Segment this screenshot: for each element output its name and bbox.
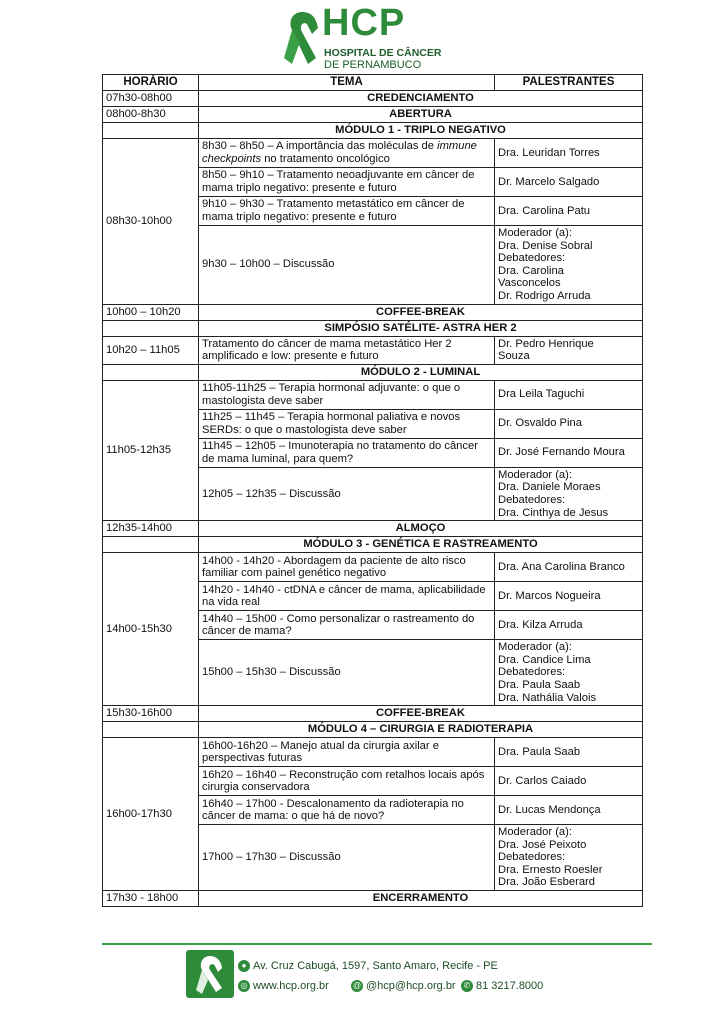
- speaker-cell: [495, 738, 643, 767]
- logo-line-2: DE PERNAMBUCO: [324, 59, 422, 71]
- topic-cell: 11h05-11h25 – Terapia hormonal adjuvante: o que o mastologista deve saber: [199, 380, 495, 409]
- topic-cell: 14h20 - 14h40 - ctDNA e câncer de mama, aplicabilidade na vida real: [199, 582, 495, 611]
- speaker-cell: [495, 409, 643, 438]
- time-cell: 10h20 – 11h05: [103, 336, 199, 364]
- speaker-cell: [495, 767, 643, 796]
- topic-cell: 16h20 – 16h40 – Reconstrução com retalhos locais após cirurgia conservadora: [199, 767, 495, 796]
- module-row: [103, 364, 643, 380]
- schedule-body: [103, 91, 643, 907]
- table-row: [103, 521, 643, 537]
- column-header-time: HORÁRIO: [103, 75, 199, 91]
- speaker-name: Dra Leila Taguchi: [498, 388, 585, 401]
- phone-icon: ✆: [461, 980, 473, 992]
- speaker-name: Dr. Marcos Nogueira: [498, 589, 601, 602]
- table-row: [103, 139, 643, 168]
- speaker-cell: [495, 380, 643, 409]
- footer-divider: [102, 943, 652, 945]
- speaker-line: Debatedores:: [498, 851, 566, 864]
- footer-logo: [186, 950, 234, 998]
- speaker-cell: [495, 640, 643, 706]
- topic-emphasis: immune checkpoints: [202, 140, 477, 165]
- speaker-line: Dra. Paula Saab: [498, 678, 581, 691]
- speaker-line: Dra. José Peixoto: [498, 838, 587, 851]
- speaker-name: Dra. Carolina Patu: [498, 204, 591, 217]
- module-row: [103, 537, 643, 553]
- topic-cell: 14h00 - 14h20 - Abordagem da paciente de alto risco familiar com painel genético negativo: [199, 553, 495, 582]
- speaker-line: Vasconcelos: [498, 277, 561, 290]
- speaker-line: Debatedores:: [498, 493, 566, 506]
- speaker-name: Dr. Pedro Henrique: [498, 337, 594, 350]
- speaker-cell: [495, 438, 643, 467]
- session-title: ALMOÇO: [199, 521, 643, 537]
- time-cell: 17h30 - 18h00: [103, 891, 199, 907]
- module-row: [103, 123, 643, 139]
- topic-cell: 14h40 – 15h00 - Como personalizar o rastreamento do câncer de mama?: [199, 611, 495, 640]
- topic-text: 8h30 – 8h50 – A importância das moléculas de: [202, 140, 438, 153]
- column-header-topic: TEMA: [199, 75, 495, 91]
- speaker-name: Dr. Carlos Caiado: [498, 774, 587, 787]
- speaker-cell: [495, 139, 643, 168]
- topic-cell: 8h50 – 9h10 – Tratamento neoadjuvante em câncer de mama triplo negativo: presente e futuro: [199, 168, 495, 197]
- module-title: MÓDULO 1 - TRIPLO NEGATIVO: [199, 123, 643, 139]
- speaker-name: Dr. Lucas Mendonça: [498, 803, 601, 816]
- speaker-cell: [495, 825, 643, 891]
- speaker-line: Dra. Daniele Moraes: [498, 481, 601, 494]
- empty-time-cell: [103, 123, 199, 139]
- speaker-cell: [495, 467, 643, 520]
- ribbon-icon: [282, 8, 322, 68]
- time-cell: 07h30-08h00: [103, 91, 199, 107]
- topic-cell: 15h00 – 15h30 – Discussão: [199, 640, 495, 706]
- module-title: MÓDULO 2 - LUMINAL: [199, 364, 643, 380]
- topic-cell: 12h05 – 12h35 – Discussão: [199, 467, 495, 520]
- speaker-cell: [495, 197, 643, 226]
- table-row: [103, 304, 643, 320]
- module-row: [103, 722, 643, 738]
- time-cell: 14h00-15h30: [103, 553, 199, 706]
- speaker-cell: [495, 553, 643, 582]
- module-row: [103, 320, 643, 336]
- empty-time-cell: [103, 537, 199, 553]
- speaker-line: Dra. Ernesto Roesler: [498, 863, 603, 876]
- empty-time-cell: [103, 722, 199, 738]
- speaker-name: Souza: [498, 350, 530, 363]
- globe-icon: ◎: [238, 980, 250, 992]
- footer-phone[interactable]: ✆ 81 3217.8000: [461, 980, 543, 992]
- table-row: [103, 738, 643, 767]
- speaker-line: Dra. Carolina: [498, 264, 564, 277]
- email-icon: @: [352, 981, 362, 991]
- logo-line-1: HOSPITAL DE CÂNCER: [324, 47, 442, 59]
- speaker-name: Dra. Leuridan Torres: [498, 146, 600, 159]
- table-row: [103, 891, 643, 907]
- speaker-cell: [495, 168, 643, 197]
- schedule-table: [102, 74, 643, 907]
- module-title: MÓDULO 3 - GENÉTICA E RASTREAMENTO: [199, 537, 643, 553]
- speaker-line: Moderador (a):: [498, 227, 572, 239]
- topic-cell: 11h25 – 11h45 – Terapia hormonal paliativa e novos SERDs: o que o mastologista deve saber: [199, 409, 495, 438]
- session-title: CREDENCIAMENTO: [199, 91, 643, 107]
- topic-cell: 9h30 – 10h00 – Discussão: [199, 226, 495, 305]
- topic-cell: 16h40 – 17h00 - Descalonamento da radioterapia no câncer de mama: o que há de novo?: [199, 796, 495, 825]
- table-row: [103, 336, 643, 364]
- speaker-cell: [495, 611, 643, 640]
- speaker-line: Dr. Rodrigo Arruda: [498, 289, 591, 302]
- speaker-name: Dra. Ana Carolina Branco: [498, 560, 625, 573]
- time-cell: 08h00-8h30: [103, 107, 199, 123]
- topic-cell: 9h10 – 9h30 – Tratamento metastático em câncer de mama triplo negativo: presente e futuro: [199, 197, 495, 226]
- speaker-line: Moderador (a):: [498, 468, 572, 481]
- footer-website[interactable]: ◎ www.hcp.org.br: [238, 980, 329, 992]
- footer-ribbon-icon: [186, 950, 234, 998]
- topic-cell: 17h00 – 17h30 – Discussão: [199, 825, 495, 891]
- page-header: [0, 0, 725, 74]
- footer-address: ● Av. Cruz Cabugá, 1597, Santo Amaro, Recife - PE: [238, 960, 498, 972]
- time-cell: 16h00-17h30: [103, 738, 199, 891]
- empty-time-cell: [103, 364, 199, 380]
- time-cell: 10h00 – 10h20: [103, 304, 199, 320]
- topic-cell: 16h00-16h20 – Manejo atual da cirurgia axilar e perspectivas futuras: [199, 738, 495, 767]
- speaker-name: Dr. José Fernando Moura: [498, 446, 625, 459]
- speaker-name: Dra. Paula Saab: [498, 745, 581, 758]
- table-row: [103, 380, 643, 409]
- table-row: [103, 553, 643, 582]
- speaker-cell: [495, 226, 643, 305]
- time-cell: 12h35-14h00: [103, 521, 199, 537]
- topic-cell: Tratamento do câncer de mama metastático Her 2 amplificado e low: presente e futuro: [199, 336, 495, 364]
- logo-text: HCP: [322, 2, 406, 44]
- speaker-line: Dra. Cinthya de Jesus: [498, 506, 609, 519]
- location-icon: ●: [238, 960, 250, 972]
- module-title: MÓDULO 4 – CIRURGIA E RADIOTERAPIA: [199, 722, 643, 738]
- topic-text: no tratamento oncológico: [261, 153, 390, 165]
- table-header-row: [103, 75, 643, 91]
- speaker-line: Moderador (a):: [498, 641, 572, 654]
- speaker-line: Debatedores:: [498, 252, 566, 265]
- time-cell: 15h30-16h00: [103, 706, 199, 722]
- hcp-logo: [282, 2, 442, 71]
- speaker-cell: [495, 796, 643, 825]
- session-title: ENCERRAMENTO: [199, 891, 643, 907]
- speaker-name: Dr. Osvaldo Pina: [498, 417, 582, 430]
- speaker-name: Dr. Marcelo Salgado: [498, 175, 600, 188]
- table-row: [103, 706, 643, 722]
- session-title: COFFEE-BREAK: [199, 706, 643, 722]
- topic-cell: [199, 139, 495, 168]
- speaker-line: Dra. Denise Sobral: [498, 239, 593, 252]
- column-header-speakers: PALESTRANTES: [495, 75, 643, 91]
- speaker-line: Dra. Candice Lima: [498, 653, 591, 666]
- page-footer: [186, 950, 586, 1000]
- speaker-line: Dra. João Esberard: [498, 876, 596, 889]
- time-cell: 08h30-10h00: [103, 139, 199, 305]
- table-row: [103, 107, 643, 123]
- time-cell: 11h05-12h35: [103, 380, 199, 520]
- speaker-line: Debatedores:: [498, 666, 566, 679]
- footer-email[interactable]: @ @hcp@hcp.org.br: [352, 980, 456, 992]
- speaker-cell: [495, 582, 643, 611]
- empty-time-cell: [103, 320, 199, 336]
- speaker-line: Dra. Nathália Valois: [498, 691, 597, 704]
- topic-cell: 11h45 – 12h05 – Imunoterapia no tratamento do câncer de mama luminal, para quem?: [199, 438, 495, 467]
- session-title: ABERTURA: [199, 107, 643, 123]
- speaker-cell: [495, 336, 643, 364]
- module-title: SIMPÓSIO SATÉLITE- ASTRA HER 2: [199, 320, 643, 336]
- session-title: COFFEE-BREAK: [199, 304, 643, 320]
- table-row: [103, 91, 643, 107]
- speaker-name: Dra. Kilza Arruda: [498, 618, 583, 631]
- speaker-line: Moderador (a):: [498, 826, 572, 839]
